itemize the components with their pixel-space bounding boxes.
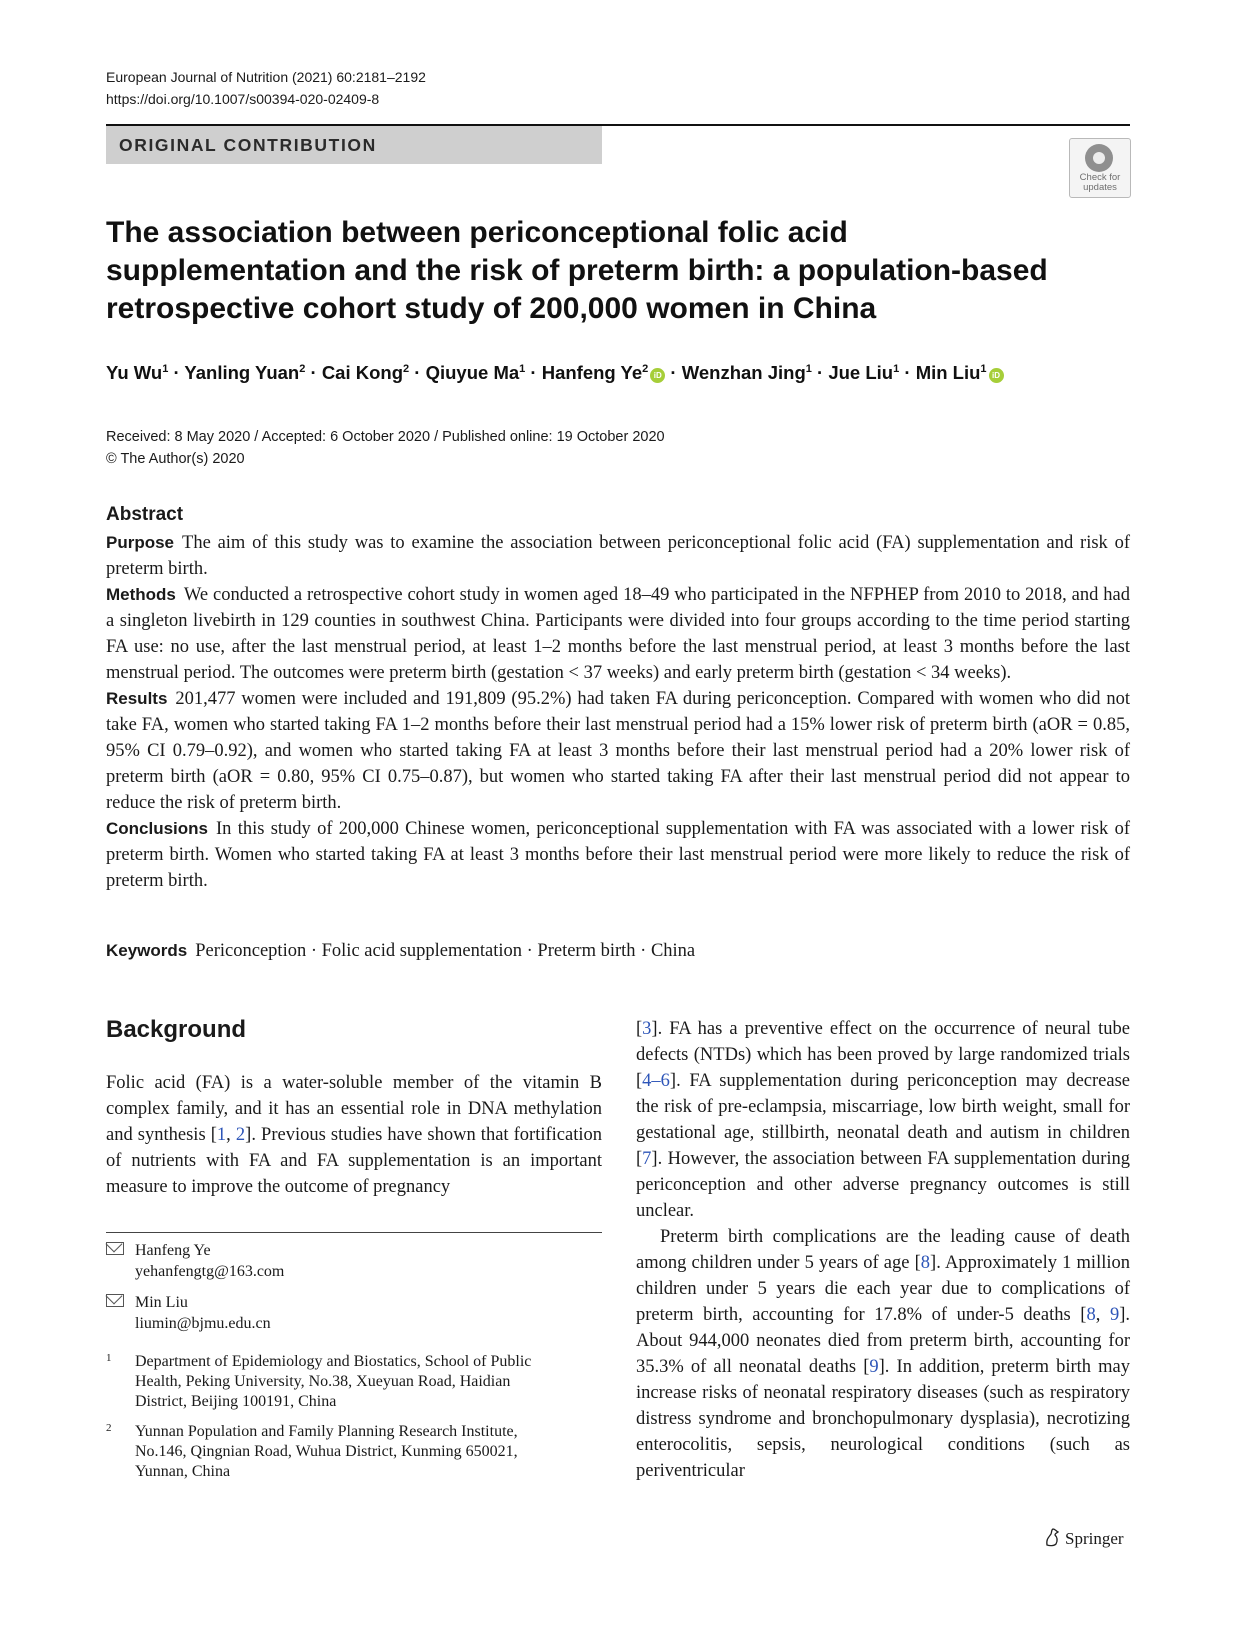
journal-header bbox=[106, 66, 426, 110]
author[interactable]: Jue Liu$^1$ bbox=[828, 362, 900, 383]
purpose-label: Purpose bbox=[106, 533, 175, 552]
abstract bbox=[106, 503, 1130, 894]
citation-link[interactable]: 1 bbox=[216, 1125, 227, 1145]
section-banner bbox=[106, 126, 602, 164]
check-updates-label: Check for updates bbox=[1079, 172, 1121, 193]
journal-citation: European Journal of Nutrition (2021) 60:2181–2192 bbox=[106, 69, 426, 85]
author[interactable]: Hanfeng Ye$^2$ bbox=[541, 362, 649, 383]
background-paragraph: [3]. FA has a preventive effect on the occurrence of neural tube defects (NTDs) which has been proved by large randomized trials [4–6]. FA supplementation during periconception may decrease the risk of pre-eclampsia, miscarriage, low birth weight, small for gestational age, stillbirth, neonatal death and autism in children [7]. However, the association between FA supplementation during periconception and other adverse pregnancy outcomes is still unclear. bbox=[636, 1019, 1130, 1221]
article-title: The association between periconceptional folic acid supplementation and the risk of preterm birth: a population-based retrospective cohort study of 200,000 women in China bbox=[106, 216, 1048, 325]
citation-link[interactable]: 8 bbox=[1086, 1305, 1096, 1325]
conclusions-label: Conclusions bbox=[106, 819, 209, 838]
doi-link[interactable]: https://doi.org/10.1007/s00394-020-02409-8 bbox=[106, 91, 380, 107]
affiliation-number: 1 bbox=[106, 1352, 112, 1364]
publisher-logo bbox=[1043, 1527, 1124, 1549]
abstract-conclusions: Conclusions In this study of 200,000 Chinese women, periconceptional supplementation with FA was associated with a lower risk of preterm birth. Women who started taking FA at least 3 months before their last menstrual period were more likely to reduce the risk of preterm birth. bbox=[106, 819, 1130, 891]
author-list: Yu $Wu^1$ · Yanling Yuan$^2$ · Cai Kong$^2$ · Qiuyue $Ma^1$ · Hanfeng $Ye^2iD$ · Wenzhan Jing$^1$ · Jue Liu$^1$ · Min Liu$^1$iD bbox=[106, 362, 1004, 384]
citation-link[interactable]: 3 bbox=[642, 1019, 652, 1039]
keywords bbox=[106, 941, 695, 962]
keywords-label: Keywords bbox=[106, 941, 188, 960]
results-label: Results bbox=[106, 689, 168, 708]
springer-horse-icon bbox=[1043, 1527, 1061, 1547]
copyright: © The Author(s) 2020 bbox=[106, 451, 245, 467]
author[interactable]: Cai Kong$^2$ bbox=[321, 362, 410, 383]
author[interactable]: Min Liu$^1$ bbox=[915, 362, 987, 383]
section-label: ORIGINAL CONTRIBUTION bbox=[119, 135, 377, 155]
keywords-text: Periconception · Folic acid supplementation · Preterm birth · China bbox=[195, 941, 696, 961]
abstract-purpose: Purpose The aim of this study was to examine the association between periconceptional folic acid (FA) supplementation and risk of preterm birth. bbox=[106, 533, 1130, 579]
corresponding-author-name: Hanfeng Ye bbox=[135, 1242, 211, 1259]
publication-dates bbox=[106, 426, 665, 470]
author[interactable]: Yanling Yuan$^2$ bbox=[184, 362, 306, 383]
author[interactable]: Yu Wu$^1$ bbox=[106, 362, 169, 383]
citation-link[interactable]: 9 bbox=[1109, 1305, 1120, 1325]
update-icon bbox=[1085, 144, 1113, 172]
abstract-heading: Abstract bbox=[106, 504, 184, 525]
citation-link[interactable]: 7 bbox=[642, 1149, 652, 1169]
citation-link[interactable]: 4–6 bbox=[642, 1071, 670, 1091]
abstract-results: Results 201,477 women were included and 191,809 (95.2%) had taken FA during periconception. Compared with women who did not take FA, women who started taking FA 1–2 months before their last menstrual period had a 15% lower risk of preterm birth (aOR = 0.85, 95% CI 0.79–0.92), and women who started taking FA at least 3 months before their last menstrual period had a 20% lower risk of preterm birth (aOR = 0.80, 95% CI 0.75–0.87), but women who started taking FA after their last menstrual period did not appear to reduce the risk of preterm birth. bbox=[106, 689, 1130, 813]
footnote-rule bbox=[106, 1232, 602, 1233]
envelope-icon bbox=[106, 1294, 124, 1307]
background-paragraph: Folic acid (FA) is a water-soluble member of the vitamin B complex family, and it has an essential role in DNA methylation and synthesis [1, 2]. Previous studies have shown that fortification of nutrients with FA and FA supplementation is an important measure to improve the outcome of pregnancy bbox=[106, 1073, 603, 1197]
author[interactable]: Qiuyue Ma$^1$ bbox=[425, 362, 526, 383]
check-for-updates-badge[interactable] bbox=[1069, 138, 1131, 198]
corresponding-author-email[interactable]: yehanfengtg@163.com bbox=[135, 1263, 285, 1280]
background-right-column bbox=[636, 1016, 1130, 1484]
citation-link[interactable]: 2 bbox=[235, 1125, 246, 1145]
envelope-icon bbox=[106, 1242, 124, 1255]
orcid-icon[interactable]: iD bbox=[650, 368, 665, 383]
citation-link[interactable]: 8 bbox=[920, 1253, 931, 1273]
dates-line: Received: 8 May 2020 / Accepted: 6 October 2020 / Published online: 19 October 2020 bbox=[106, 429, 665, 445]
orcid-icon[interactable]: iD bbox=[989, 368, 1004, 383]
background-heading: Background bbox=[106, 1016, 247, 1043]
corresponding-author-name: Min Liu bbox=[135, 1294, 188, 1311]
affiliation-text: Department of Epidemiology and Biostatics, School of Public Health, Peking University, No.38, Xueyuan Road, Haidian District, Beijing 100191, China bbox=[135, 1353, 532, 1410]
author[interactable]: Wenzhan Jing$^1$ bbox=[681, 362, 812, 383]
methods-label: Methods bbox=[106, 585, 176, 604]
publisher-name: Springer bbox=[1065, 1529, 1124, 1548]
corresponding-author-email[interactable]: liumin@bjmu.edu.cn bbox=[135, 1315, 271, 1332]
background-paragraph: Preterm birth complications are the leading cause of death among children under 5 years of age [8]. Approximately 1 million children under 5 years die each year due to complications of preterm birth, accounting for 17.8% of under-5 deaths [8, 9]. About 944,000 neonates died from preterm birth, accounting for 35.3% of all neonatal deaths [9]. In addition, preterm birth may increase risks of neonatal respiratory diseases (such as respiratory distress syndrome and bronchopulmonary dysplasia), necrotizing enterocolitis, sepsis, neurological conditions (such as periventricular bbox=[636, 1227, 1130, 1481]
affiliation-number: 2 bbox=[106, 1422, 112, 1434]
citation-link[interactable]: 9 bbox=[869, 1357, 879, 1377]
abstract-methods: Methods We conducted a retrospective cohort study in women aged 18–49 who participated in the NFPHEP from 2010 to 2018, and had a singleton livebirth in 129 counties in southwest China. Participants were divided into four groups according to the time period starting FA use: no use, after the last menstrual period, at least 1–2 months before the last menstrual period, at least 3 months before the last menstrual period. The outcomes were preterm birth (gestation < 37 weeks) and early preterm birth (gestation < 34 weeks). bbox=[106, 585, 1130, 683]
affiliation-text: Yunnan Population and Family Planning Research Institute, No.146, Qingnian Road, Wuhua District, Kunming 650021, Yunnan, China bbox=[135, 1423, 518, 1480]
